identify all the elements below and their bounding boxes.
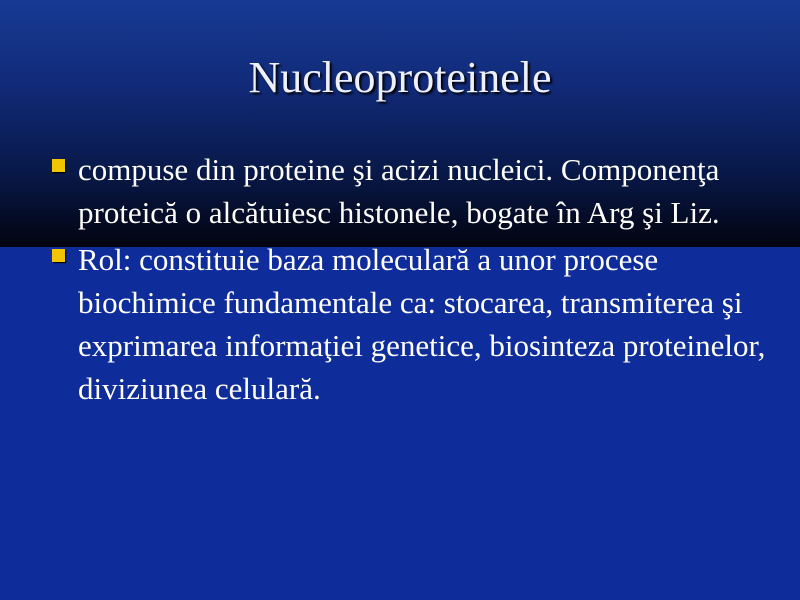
bullet-item-composition — [46, 148, 766, 234]
square-bullet-icon — [52, 159, 65, 172]
bullet-item-role — [46, 238, 766, 410]
slide-title: Nucleoproteinele — [248, 53, 552, 102]
bullet-text: compuse din proteine şi acizi nucleici. Componenţa proteică o alcătuiesc histonele, bogate în Arg şi Liz. — [78, 152, 720, 230]
bullet-text: Rol: constituie baza moleculară a unor procese biochimice fundamentale ca: stocarea, transmiterea şi exprimarea informaţiei genetice, biosinteza proteinelor, diviziunea celulară. — [78, 242, 766, 406]
bullet-list — [46, 148, 766, 410]
square-bullet-icon — [52, 249, 65, 262]
